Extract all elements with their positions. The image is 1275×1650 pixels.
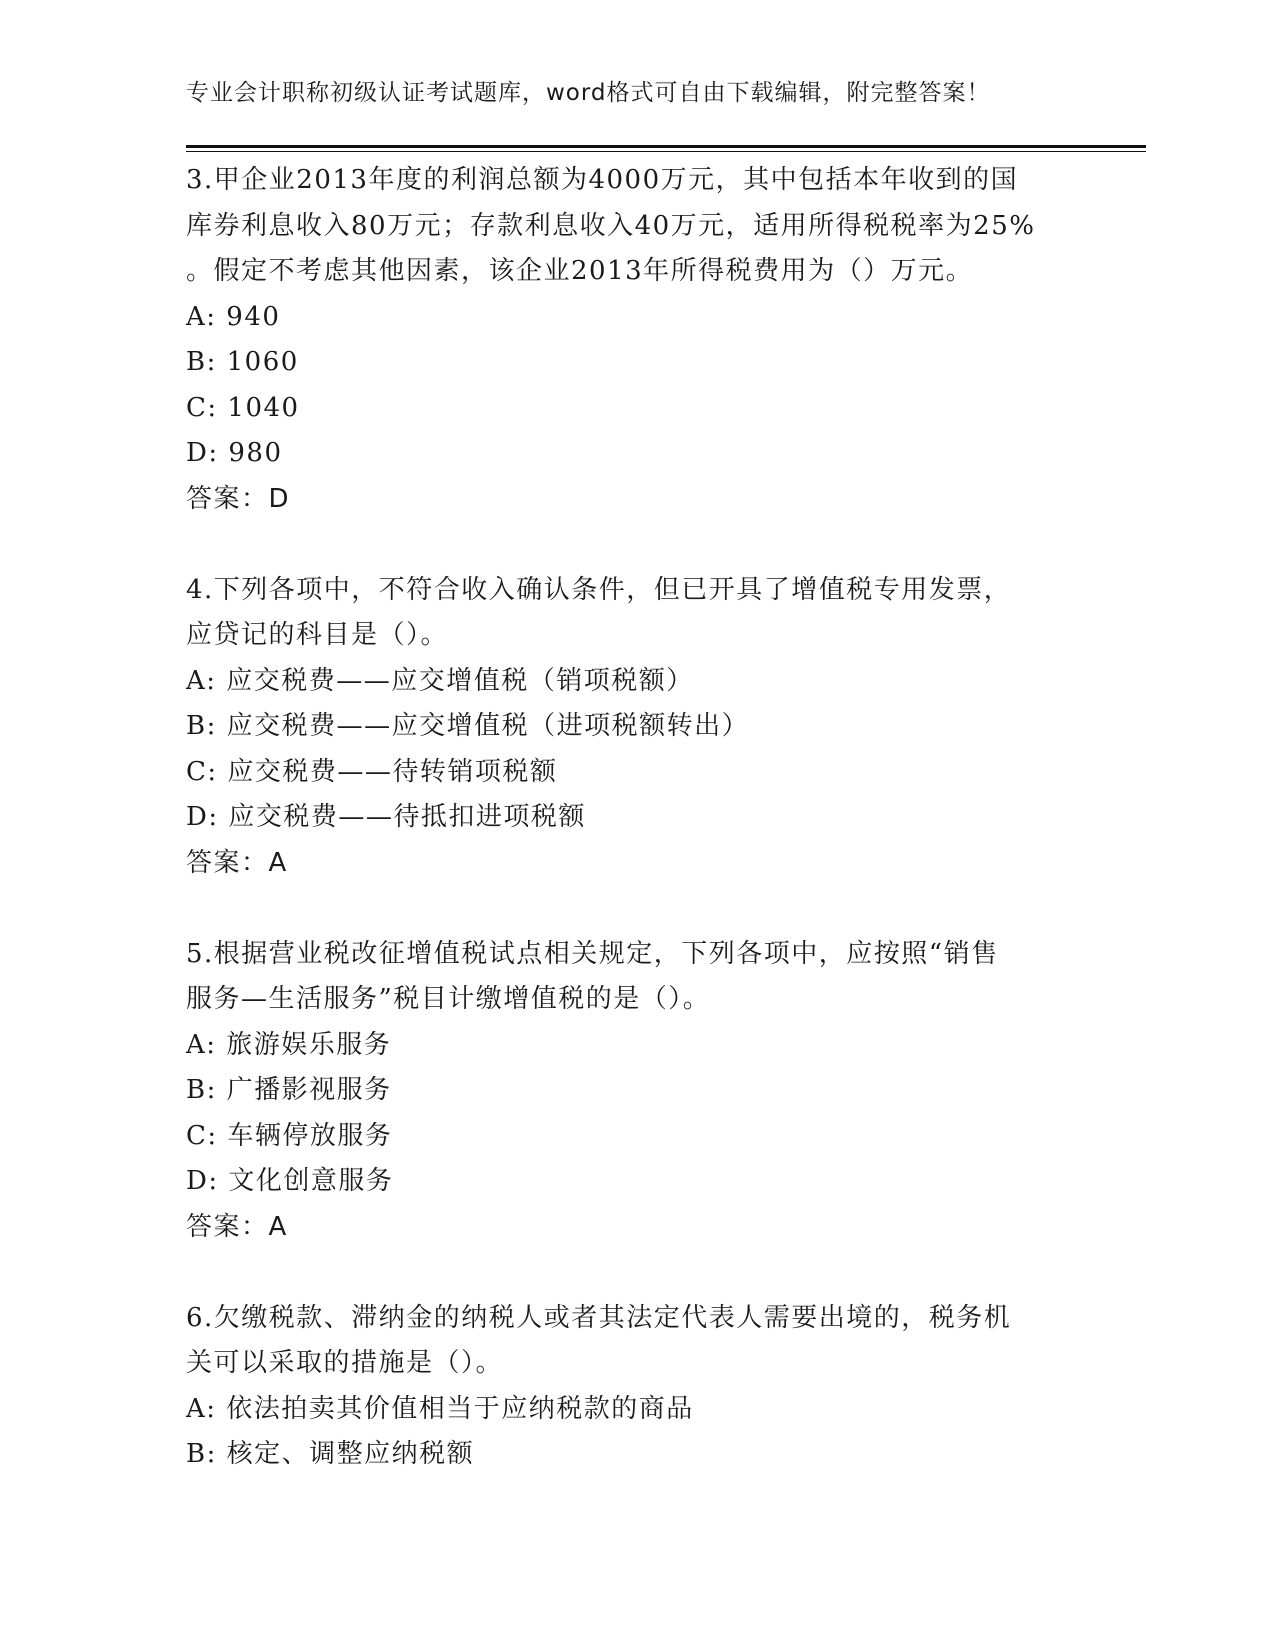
option-d: D: 应交税费——待抵扣进项税额 bbox=[186, 802, 586, 832]
option-c: C: 应交税费——待转销项税额 bbox=[186, 756, 558, 787]
answer: 答案：A bbox=[186, 1211, 288, 1242]
option-b: B: 核定、调整应纳税额 bbox=[186, 1439, 475, 1469]
question-list bbox=[186, 158, 1086, 1478]
option-d: D: 文化创意服务 bbox=[186, 1166, 394, 1196]
question-stem-line: 5.根据营业税改征增值税试点相关规定，下列各项中，应按照“销售 bbox=[186, 938, 999, 969]
spacer bbox=[186, 886, 1086, 932]
option-c: C: 1040 bbox=[186, 392, 300, 423]
question-stem-line: 。假定不考虑其他因素，该企业2013年所得税费用为（）万元。 bbox=[186, 256, 974, 286]
option-a: A: 旅游娱乐服务 bbox=[186, 1029, 392, 1060]
option-a: A: 940 bbox=[186, 301, 281, 332]
question-stem-line: 应贷记的科目是（）。 bbox=[186, 620, 449, 650]
header-divider-thick bbox=[186, 145, 1146, 148]
question-stem-line: 库券利息收入80万元；存款利息收入40万元，适用所得税税率为25% bbox=[186, 210, 1036, 241]
option-b: B: 1060 bbox=[186, 347, 299, 377]
question-stem-line: 关可以采取的措施是（）。 bbox=[186, 1348, 504, 1378]
option-a: A: 应交税费——应交增值税（销项税额） bbox=[186, 665, 694, 696]
header-divider-thin bbox=[186, 151, 1146, 152]
spacer bbox=[186, 1250, 1086, 1296]
option-a: A: 依法拍卖其价值相当于应纳税款的商品 bbox=[186, 1393, 694, 1424]
option-d: D: 980 bbox=[186, 438, 283, 468]
question-stem-line: 服务—生活服务”税目计缴增值税的是（）。 bbox=[186, 984, 711, 1014]
option-c: C: 车辆停放服务 bbox=[186, 1120, 393, 1151]
option-b: B: 广播影视服务 bbox=[186, 1075, 392, 1105]
question-stem-line: 4.下列各项中，不符合收入确认条件，但已开具了增值税专用发票， bbox=[186, 574, 1012, 605]
question-4 bbox=[186, 568, 1086, 887]
question-6 bbox=[186, 1296, 1086, 1478]
option-b: B: 应交税费——应交增值税（进项税额转出） bbox=[186, 711, 750, 741]
spacer bbox=[186, 522, 1086, 568]
answer: 答案：D bbox=[186, 483, 291, 514]
answer: 答案：A bbox=[186, 847, 288, 878]
page-header: 专业会计职称初级认证考试题库，word格式可自由下载编辑，附完整答案！ bbox=[186, 80, 991, 106]
question-stem-line: 6.欠缴税款、滞纳金的纳税人或者其法定代表人需要出境的，税务机 bbox=[186, 1302, 1012, 1333]
question-3 bbox=[186, 158, 1086, 522]
question-stem-line: 3.甲企业2013年度的利润总额为4000万元，其中包括本年收到的国 bbox=[186, 165, 1019, 195]
question-5 bbox=[186, 932, 1086, 1251]
